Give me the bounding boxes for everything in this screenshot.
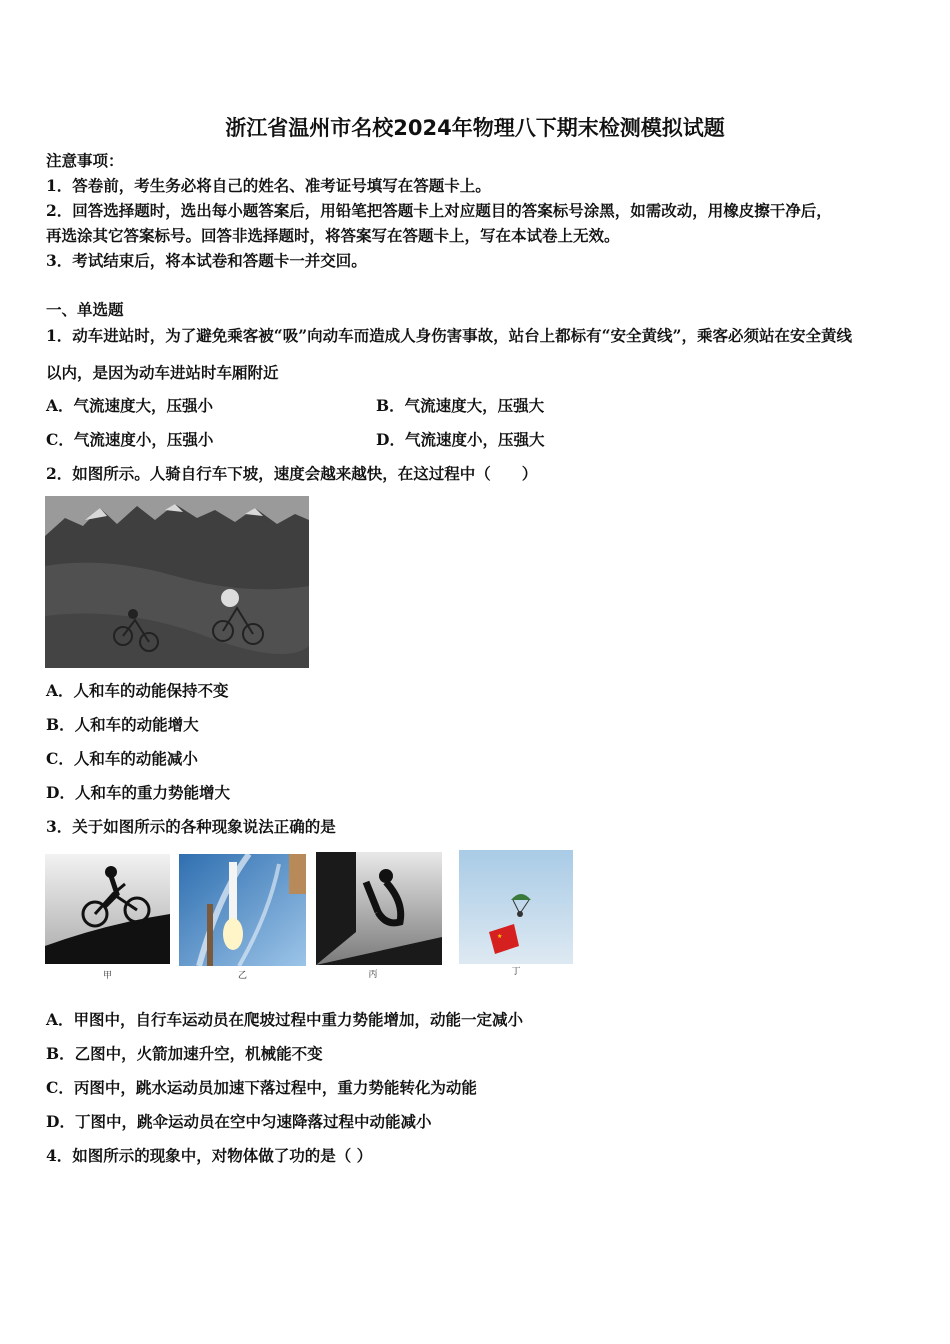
q4-stem: 4．如图所示的现象中，对物体做了功的是（ ）: [46, 1146, 373, 1165]
q1-option-b[interactable]: B．气流速度大，压强大: [376, 396, 545, 415]
q3-photo-ding-parachute: [459, 850, 573, 964]
notice-item: 再选涂其它答案标号。回答非选择题时，将答案写在答题卡上，写在本试卷上无效。: [46, 226, 620, 245]
q3-caption-ding: 丁: [511, 967, 521, 977]
q1-option-a[interactable]: A．气流速度大，压强小: [46, 396, 214, 415]
notice-heading: 注意事项：: [46, 151, 124, 170]
q2-stem: 2．如图所示。人骑自行车下坡，速度会越来越快，在这过程中（ ）: [46, 464, 538, 483]
q3-photo-bing-diver: [316, 852, 442, 965]
q3-option-d[interactable]: D．丁图中，跳伞运动员在空中匀速降落过程中动能减小: [46, 1112, 432, 1131]
silhouette-cyclist-image: [45, 854, 170, 964]
q1-option-c[interactable]: C．气流速度小，压强小: [46, 430, 214, 449]
q3-photo-jia-cyclist: [45, 854, 170, 964]
parachutist-flag-image: [459, 850, 573, 964]
q3-photo-yi-rocket: [179, 854, 306, 966]
notice-item: 2．回答选择题时，选出每小题答案后，用铅笔把答题卡上对应题目的答案标号涂黑，如需改动，用橡皮擦干净后，: [46, 201, 832, 220]
q3-caption-bing: 丙: [368, 970, 378, 980]
q2-bicycle-downhill-photo: [45, 496, 309, 668]
q2-option-c[interactable]: C．人和车的动能减小: [46, 749, 198, 768]
mountain-cyclist-image: [45, 496, 309, 668]
q1-stem-line2: 以内，是因为动车进站时车厢附近: [46, 363, 279, 382]
q2-option-a[interactable]: A．人和车的动能保持不变: [46, 681, 229, 700]
notice-item: 3．考试结束后，将本试卷和答题卡一并交回。: [46, 251, 367, 270]
q3-caption-yi: 乙: [237, 971, 247, 981]
section-heading: 一、单选题: [46, 300, 124, 319]
q3-option-a[interactable]: A．甲图中，自行车运动员在爬坡过程中重力势能增加，动能一定减小: [46, 1010, 524, 1029]
q2-option-d[interactable]: D．人和车的重力势能增大: [46, 783, 230, 802]
q1-stem-line1: 1．动车进站时，为了避免乘客被“吸”向动车而造成人身伤害事故，站台上都标有“安全黄线”，乘客必须站在安全黄线: [46, 326, 852, 345]
q3-option-c[interactable]: C．丙图中，跳水运动员加速下落过程中，重力势能转化为动能: [46, 1078, 477, 1097]
q3-option-b[interactable]: B．乙图中，火箭加速升空，机械能不变: [46, 1044, 323, 1063]
page-title: 浙江省温州市名校2024年物理八下期末检测模拟试题: [225, 116, 725, 140]
q2-option-b[interactable]: B．人和车的动能增大: [46, 715, 199, 734]
q3-stem: 3．关于如图所示的各种现象说法正确的是: [46, 817, 336, 836]
rocket-launch-image: [179, 854, 306, 966]
q3-caption-jia: 甲: [102, 971, 112, 981]
svg-text:★: ★: [497, 933, 503, 940]
diver-silhouette-image: [316, 852, 442, 965]
q1-option-d[interactable]: D．气流速度小，压强大: [376, 430, 545, 449]
notice-item: 1．答卷前，考生务必将自己的姓名、准考证号填写在答题卡上。: [46, 176, 491, 195]
